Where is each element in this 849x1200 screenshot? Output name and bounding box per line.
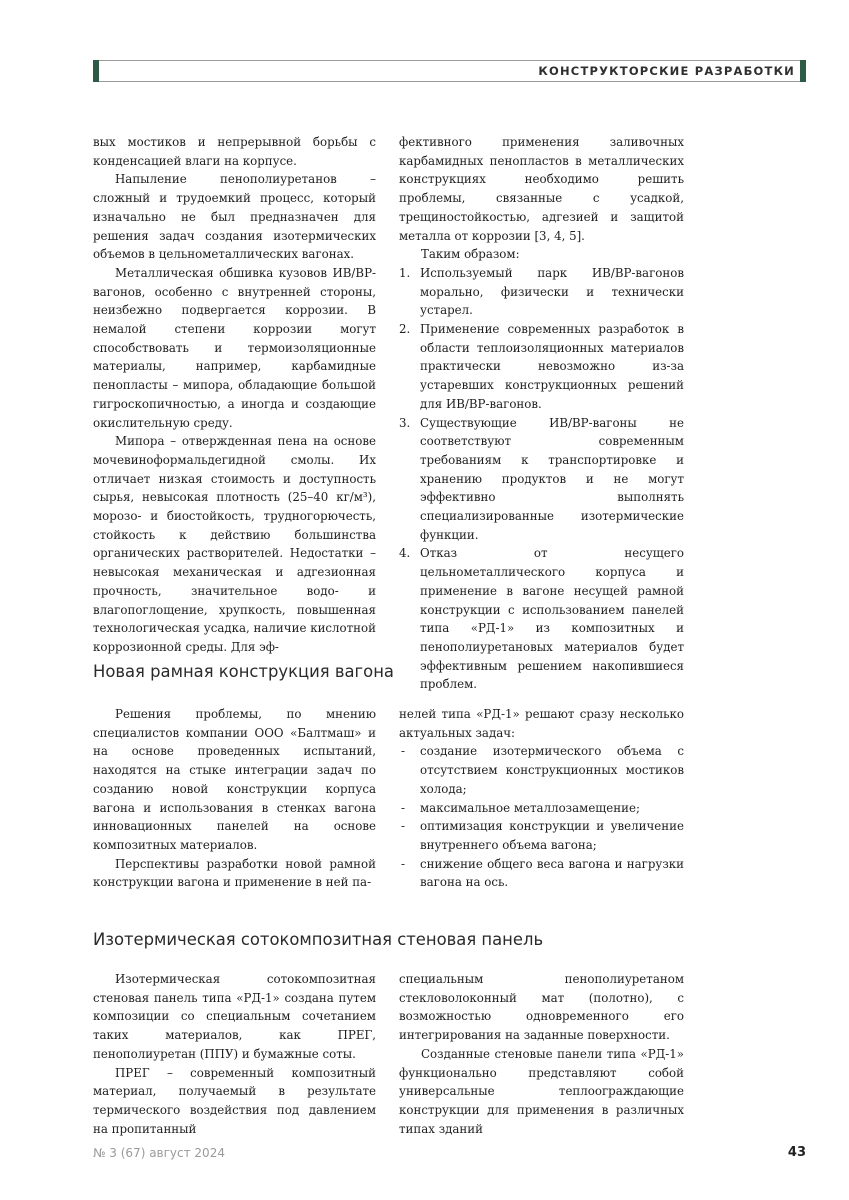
paragraph: Перспективы разработки новой рамной конструкции вагона и применение в ней па- (93, 856, 376, 890)
bullet-mark: - (401, 856, 405, 871)
list-item-text: снижение общего веса вагона и нагрузки вагона на ось. (420, 856, 684, 890)
list-item (399, 414, 684, 545)
list-item-text: Отказ от несущего цельнометаллического корпуса и применение в вагоне несущей рамной конструкции с использованием панелей типа «РД-1» из композитных и пенополиуретановых материалов будет эффективным решением накопившиеся проблем. (420, 546, 684, 692)
section-label: КОНСТРУКТОРСКИЕ РАЗРАБОТКИ (538, 64, 795, 78)
numbered-list (399, 264, 684, 694)
list-lead: Таким образом: (421, 247, 520, 262)
section3-left-column (93, 970, 376, 1138)
paragraph: Созданные стеновые панели типа «РД-1» функционально представляют собой универсальные теплоограждающие конструкции для применения в различных типах зданий (399, 1046, 684, 1136)
paragraph: специальным пенополиуретаном стекловолоконный мат (полотно), с возможностью одновременного его интегрирования на заданные поверхности. (399, 972, 684, 1043)
list-item (399, 855, 684, 892)
section-heading-frame-structure: Новая рамная конструкция вагона (93, 662, 394, 681)
bullet-mark: - (401, 744, 405, 759)
section2-right-column (399, 705, 684, 892)
block1-left-column (93, 133, 376, 657)
list-item-text: оптимизация конструкции и увеличение внутреннего объема вагона; (420, 819, 684, 852)
list-number: 1. (399, 265, 411, 280)
section3-right-column (399, 970, 684, 1138)
list-number: 2. (399, 322, 411, 337)
issue-info: № 3 (67) август 2024 (93, 1146, 225, 1160)
list-item (399, 264, 684, 320)
block1-right-column (399, 133, 684, 694)
list-item-text: Существующие ИВ/ВР-вагоны не соответствуют современным требованиям к транспортировке и хранению продуктов и не могут эффективно выполнять специализированные изотермические функции. (420, 415, 684, 542)
list-number: 3. (399, 415, 411, 430)
list-item-text: создание изотермического объема с отсутствием конструкционных мостиков холода; (420, 744, 684, 796)
paragraph: вых мостиков и непрерывной борьбы с конденсацией влаги на корпусе. (93, 135, 376, 168)
list-item-text: Применение современных разработок в области теплоизоляционных материалов практически невозможно из-за устаревших конструкционных решений для ИВ/ВР-вагонов. (420, 322, 684, 411)
paragraph: Металлическая обшивка кузовов ИВ/ВР-вагонов, особенно с внутренней стороны, неизбежно подвергается коррозии. В немалой степени коррозии могут способствовать и термоизоляционные материалы, например, карбамидные пенопласты – мипора, обладающие большой гигроскопичностью, а иногда и создающие окислительную среду. (93, 265, 376, 430)
paragraph: Изотермическая сотокомпозитная стеновая панель типа «РД-1» создана путем композиции со специальным сочетанием таких материалов, как ПРЕГ, пенополиуретан (ППУ) и бумажные соты. (93, 972, 376, 1061)
list-item-text: максимальное металлозамещение; (420, 800, 640, 815)
header-bar-right (800, 60, 806, 82)
paragraph: Решения проблемы, по мнению специалистов компании ООО «Балтмаш» и на основе проведенных испытаний, находятся на стыке интеграции задач по созданию новой конструкции корпуса вагона и использования в стенках вагона инновационных панелей на основе композитных материалов. (93, 707, 376, 852)
section2-left-column (93, 705, 376, 892)
list-item-text: Используемый парк ИВ/ВР-вагонов морально, физически и технически устарел. (420, 265, 684, 318)
list-item (399, 799, 684, 818)
list-item (399, 742, 684, 798)
list-number: 4. (399, 546, 411, 561)
section-heading-wall-panel: Изотермическая сотокомпозитная стеновая панель (93, 930, 544, 949)
paragraph: Напыление пенополиуретанов – сложный и трудоемкий процесс, который изначально не был предназначен для решения задач создания изотермических объемов в цельнометаллических вагонах. (93, 172, 376, 262)
list-item (399, 544, 684, 694)
bullet-mark: - (401, 819, 405, 834)
bullet-mark: - (401, 800, 405, 815)
paragraph: ПРЕГ – современный композитный материал, получаемый в результате термического воздействия под давлением на пропитанный (93, 1065, 376, 1136)
list-item (399, 320, 684, 414)
paragraph: Мипора – отвержденная пена на основе мочевиноформальдегидной смолы. Их отличает низкая стоимость и доступность сырья, невысокая плотность (25–40 кг/м³), морозо- и биостойкость, трудногорючесть, стойкость к действию большинства органических растворителей. Недостатки – невысокая механическая и адгезионная прочность, значительное водо- и влагопоглощение, хрупкость, повышенная технологическая усадка, наличие кислотной коррозионной среды. Для эф- (93, 434, 376, 654)
list-item (399, 817, 684, 854)
paragraph: нелей типа «РД-1» решают сразу несколько актуальных задач: (399, 707, 684, 740)
header-bar-left (93, 60, 99, 82)
page-number: 43 (787, 1145, 806, 1160)
bullet-list (399, 742, 684, 892)
paragraph: фективного применения заливочных карбамидных пенопластов в металлических конструкциях необходимо решить проблемы, связанные с усадкой, трещиностойкостью, адгезией и защитой металла от коррозии [3, 4, 5]. (399, 135, 684, 243)
